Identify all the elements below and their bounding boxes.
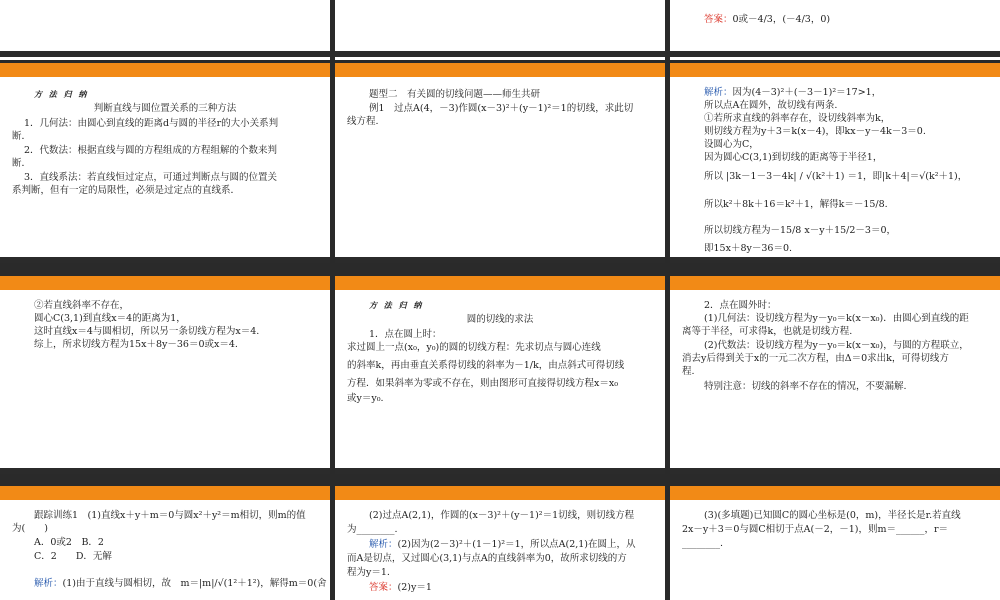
text-line: 3．直线系法：若直线恒过定点，可通过判断点与圆的位置关 — [24, 172, 278, 183]
solution-line: 因为圆心C(3,1)到切线的距离等于半径1， — [704, 152, 883, 163]
slide-solution-continued — [0, 276, 330, 474]
slide-col1-top — [0, 0, 330, 60]
question-line: 2x－y＋3＝0与圆C相切于点A(－2，－1)，则m＝______，r＝ — [682, 524, 949, 535]
solution-line — [34, 576, 327, 591]
text-line: 2．点在圆外时： — [704, 300, 777, 311]
text-line: 综上，所求切线方程为15x＋8y－36＝0或x＝4. — [34, 339, 238, 350]
solution-label: 解析： — [34, 578, 63, 589]
solution-line: 所以k²＋8k＋16＝k²＋1，解得k＝－15/8. — [704, 199, 888, 210]
text-line: 这时直线x＝4与圆相切，所以另一条切线方程为x＝4. — [34, 326, 260, 337]
solution-text: (1)由于直线与圆相切，故 m＝|m|/√(1²＋1²)，解得m＝0(舍 — [62, 578, 327, 589]
solution-label: 解析： — [369, 539, 398, 550]
answer-label: 答案： — [704, 14, 733, 25]
text-line: 的斜率k，再由垂直关系得切线的斜率为－1/k，由点斜式可得切线 — [347, 360, 625, 371]
answer-line — [369, 580, 432, 595]
slide-col2-top — [335, 0, 665, 60]
text-line: 圆心C(3,1)到直线x＝4的距离为1， — [34, 313, 186, 324]
text-line: 1．几何法：由圆心到直线的距离d与圆的半径r的大小关系判 — [24, 118, 279, 129]
question-line: ________. — [682, 538, 724, 549]
text-line: ②若直线斜率不存在， — [34, 300, 130, 311]
answer-text: 0或－4/3，(－4/3，0) — [732, 14, 831, 25]
text-line: (1)几何法：设切线方程为y－y₀＝k(x－x₀)．由圆心到直线的距 — [704, 313, 969, 324]
answer-text: (2)y＝1 — [397, 582, 432, 593]
slide-col3-top — [670, 0, 1000, 60]
question-line: (3)(多填题)已知圆C的圆心坐标是(0，m)，半径长是r.若直线 — [704, 510, 961, 521]
slide-example-1 — [335, 63, 665, 263]
solution-line: 即15x＋8y－36＝0. — [704, 243, 793, 254]
method-tag: 方 法 归 纳 — [34, 89, 89, 99]
method-tag: 方 法 归 纳 — [369, 300, 424, 310]
text-line: 系判断，但有一定的局限性，必须是过定点的直线系． — [12, 185, 241, 196]
text-line: 程. — [682, 366, 695, 377]
slide-practice-3 — [670, 486, 1000, 600]
slide-tangent-method — [335, 276, 665, 474]
question-line: 例1 过点A(4，－3)作圆(x－3)²＋(y－1)²＝1的切线，求此切 — [369, 103, 634, 114]
solution-line: ①若所求直线的斜率存在，设切线斜率为k， — [704, 113, 891, 124]
solution-line: 而A是切点，又过圆心(3,1)与点A的直线斜率为0，故所求切线的方 — [347, 553, 627, 564]
text-line: 消去y后得到关于x的一元二次方程，由Δ＝0求出k，可得切线方 — [682, 353, 949, 364]
solution-line: 所以点A在圆外，故切线有两条. — [704, 100, 838, 111]
text-line: 断． — [12, 131, 32, 142]
solution-line: 程为y＝1. — [347, 567, 390, 578]
text-line: 1．点在圆上时： — [369, 329, 442, 340]
section-title: 题型二 有关圆的切线问题——师生共研 — [369, 89, 541, 100]
slide-point-outside — [670, 276, 1000, 474]
solution-line: 所以切线方程为－15/8 x－y＋15/2－3＝0， — [704, 225, 896, 236]
section-title: 判断直线与圆位置关系的三种方法 — [93, 103, 237, 114]
slide-example-1-solution — [670, 63, 1000, 263]
text-line: 2．代数法：根据直线与圆的方程组成的方程组解的个数来判 — [24, 145, 278, 156]
question-line: (2)过点A(2,1)，作圆的(x－3)²＋(y－1)²＝1切线，则切线方程 — [369, 510, 635, 521]
solution-text: (2)因为(2－3)²＋(1－1)²＝1，所以点A(2,1)在圆上，从 — [397, 539, 636, 550]
question-line: 线方程. — [347, 116, 379, 127]
text-line: 方程．如果斜率为零或不存在，则由图形可直接得切线方程x＝x₀ — [347, 378, 619, 389]
question-line: 为________. — [347, 524, 398, 535]
question-line: 跟踪训练1 (1)直线x＋y＋m＝0与圆x²＋y²＝m相切，则m的值 — [34, 510, 306, 521]
section-title: 圆的切线的求法 — [466, 314, 534, 325]
answer-label: 答案： — [369, 582, 398, 593]
text-line: 断． — [12, 158, 32, 169]
solution-line: 所以 |3k－1－3－4k| / √(k²＋1) ＝1，即|k＋4|＝√(k²＋1)， — [704, 171, 968, 182]
text-line: 特别注意：切线的斜率不存在的情况，不要漏解. — [704, 381, 907, 392]
slide-practice-1 — [0, 486, 330, 600]
option-line: C．2 D．无解 — [34, 551, 112, 562]
solution-text: 因为(4－3)²＋(－3－1)²＝17>1， — [732, 87, 882, 98]
slide-practice-2 — [335, 486, 665, 600]
solution-line — [369, 537, 636, 552]
slide-method-summary-lines — [0, 63, 330, 263]
text-line: 或y＝y₀. — [347, 393, 384, 404]
text-line: 求过圆上一点(x₀，y₀)的圆的切线方程：先求切点与圆心连线 — [347, 342, 601, 353]
text-line: 离等于半径，可求得k，也就是切线方程. — [682, 326, 853, 337]
text-line: (2)代数法：设切线方程为y－y₀＝k(x－x₀)，与圆的方程联立， — [704, 340, 969, 351]
solution-line: 则切线方程为y＋3＝k(x－4)，即kx－y－4k－3＝0. — [704, 126, 926, 137]
option-line: A．0或2 B．2 — [34, 537, 104, 548]
question-line: 为( ) — [12, 523, 48, 534]
solution-line: 设圆心为C， — [704, 139, 759, 150]
solution-label: 解析： — [704, 87, 733, 98]
answer-line — [704, 12, 830, 27]
